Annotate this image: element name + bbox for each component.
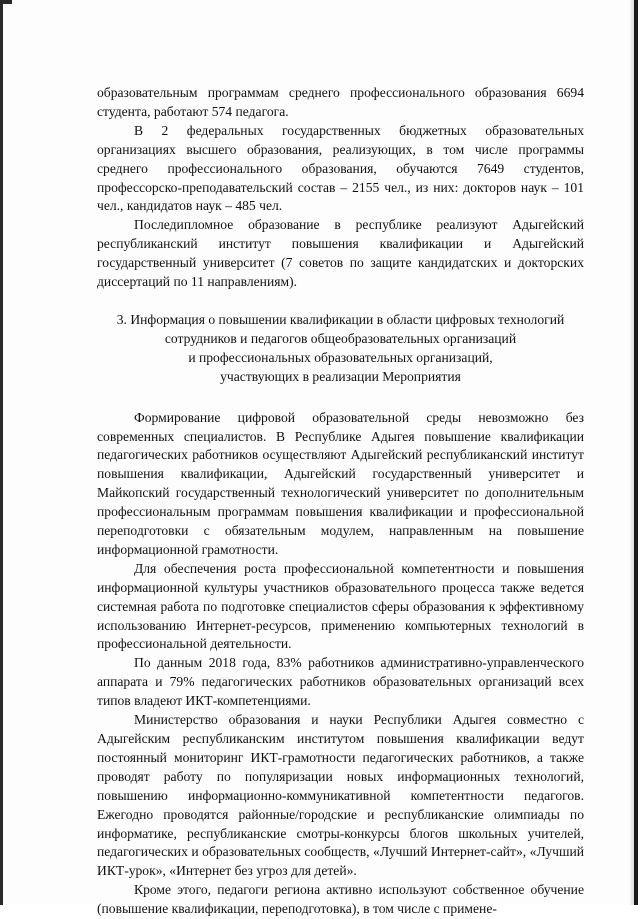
paragraph-statistics-2018: По данным 2018 года, 83% работников административно-управленческого аппарата и 79% педагогических работников образовательных организаций всех типов владеют ИКТ-компетенциями.: [97, 655, 584, 709]
section-heading-line: 3. Информация о повышении квалификации в области цифровых технологий: [116, 311, 565, 327]
paragraph-digital-environment: Формирование цифровой образовательной среды невозможно без современных специалистов. В Республике Адыгея повышение квалификации педагогических работников осуществляют Адыгейский республиканский институт повышения квалификации, Адыгейский государственный университет и Майкопский государственный технологический университет по дополнительным профессиональным программам повышения квалификации и профессиональной переподготовки с обязательным модулем, направленным на повышение информационной грамотности.: [97, 409, 584, 557]
section-heading-line: и профессиональных образовательных организаций,: [188, 349, 493, 365]
paragraph-postgraduate: Последипломное образование в республике реализуют Адыгейский республиканский институт повышения квалификации и Адыгейский государственный университет (7 советов по защите кандидатских и докторских диссертаций по 11 направлениям).: [97, 217, 584, 290]
paragraph-universities: В 2 федеральных государственных бюджетных образовательных организациях высшего образования, реализующих, в том числе программы среднего профессионального образования, обучаются 7649 студентов, профессорско-преподавательский состав – 2155 чел., из них: докторов наук – 101 чел., кандидатов наук – 485 чел.: [97, 122, 584, 214]
section-heading-line: участвующих в реализации Мероприятия: [220, 368, 461, 384]
paragraph-continuation: образовательным программам среднего профессионального образования 6694 студента, работают 574 педагога.: [97, 85, 584, 119]
section-heading-line: сотрудников и педагогов общеобразовательных организаций: [164, 330, 517, 346]
paragraph-competence-growth: Для обеспечения роста профессиональной компетентности и повышения информационной культуры участников образовательного процесса также ведется системная работа по подготовке специалистов сферы образования к эффективному использованию Интернет-ресурсов, применению компьютерных технологий в профессиональной деятельности.: [97, 560, 584, 652]
document-body: [97, 84, 584, 919]
scan-border-right: [634, 0, 638, 905]
scan-border-left: [0, 0, 3, 905]
scan-border-corner: [0, 0, 12, 4]
section-heading: [97, 311, 584, 387]
paragraph-self-education: Кроме этого, педагоги региона активно используют собственное обучение (повышение квалификации, переподготовка), в том числе с примене-: [97, 882, 584, 917]
paragraph-ministry-monitoring: Министерство образования и науки Республики Адыгея совместно с Адыгейским республиканским институтом повышения квалификации ведут постоянный мониторинг ИКТ-грамотности педагогических работников, а также проводят работу по популяризации новых информационных технологий, повышению информационно-коммуникативной компетентности педагогов. Ежегодно проводятся районные/городские и республиканские олимпиады по информатике, республиканские смотры-конкурсы блогов школьных учителей, педагогических и образовательных сообществ, «Лучший Интернет-сайт», «Лучший ИКТ-урок», «Интернет без угроз для детей».: [97, 712, 584, 879]
